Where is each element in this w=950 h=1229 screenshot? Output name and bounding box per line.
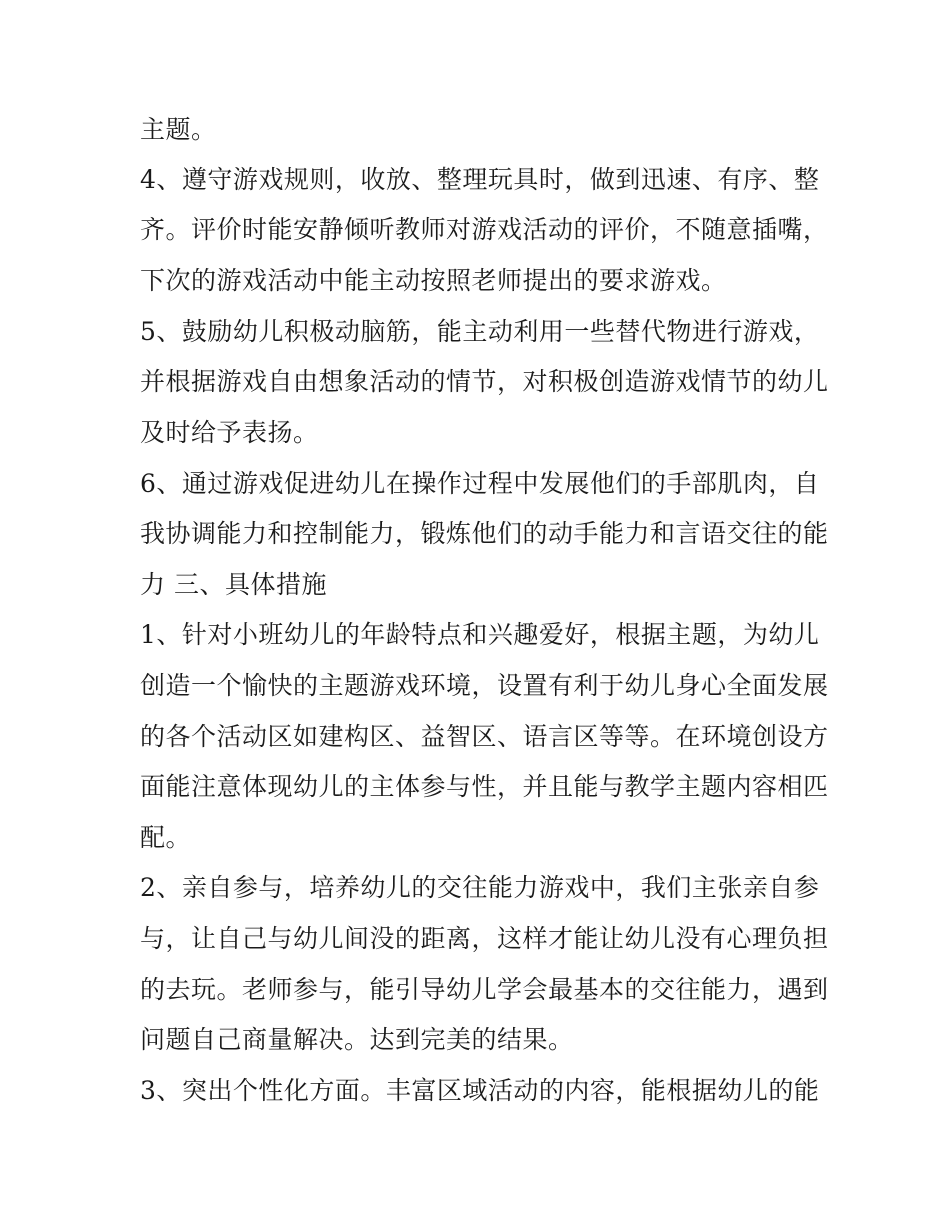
text-line: 及时给予表扬。 [140,418,319,447]
text-line: 问题自己商量解决。达到完美的结果。 [140,1025,574,1054]
text-line: 2、亲自参与，培养幼儿的交往能力游戏中，我们主张亲自参 [140,873,820,902]
text-line: 配。 [140,823,192,852]
text-line: 3、突出个性化方面。丰富区域活动的内容，能根据幼儿的能 [140,1076,820,1105]
text-line: 并根据游戏自由想象活动的情节，对积极创造游戏情节的幼儿 [140,367,829,396]
section-heading-line: 力 三、具体措施 [140,570,327,599]
text-line: 6、通过游戏促进幼儿在操作过程中发展他们的手部肌肉，自 [140,469,820,498]
text-line: 下次的游戏活动中能主动按照老师提出的要求游戏。 [140,266,727,295]
text-line: 5、鼓励幼儿积极动脑筋，能主动利用一些替代物进行游戏， [140,317,820,346]
text-line: 主题。 [140,115,217,144]
text-line: 创造一个愉快的主题游戏环境，设置有利于幼儿身心全面发展 [140,671,829,700]
text-line: 的各个活动区如建构区、益智区、语言区等等。在环境创设方 [140,722,829,751]
text-line: 面能注意体现幼儿的主体参与性，并且能与教学主题内容相匹 [140,772,829,801]
text-line: 与，让自己与幼儿间没的距离，这样才能让幼儿没有心理负担 [140,924,829,953]
text-line: 4、遵守游戏规则，收放、整理玩具时，做到迅速、有序、整 [140,165,820,194]
text-line: 的去玩。老师参与，能引导幼儿学会最基本的交往能力，遇到 [140,975,829,1004]
text-line: 我协调能力和控制能力，锻炼他们的动手能力和言语交往的能 [140,519,829,548]
text-line: 齐。评价时能安静倾听教师对游戏活动的评价，不随意插嘴， [140,215,829,244]
text-line: 1、针对小班幼儿的年龄特点和兴趣爱好，根据主题，为幼儿 [140,620,820,649]
